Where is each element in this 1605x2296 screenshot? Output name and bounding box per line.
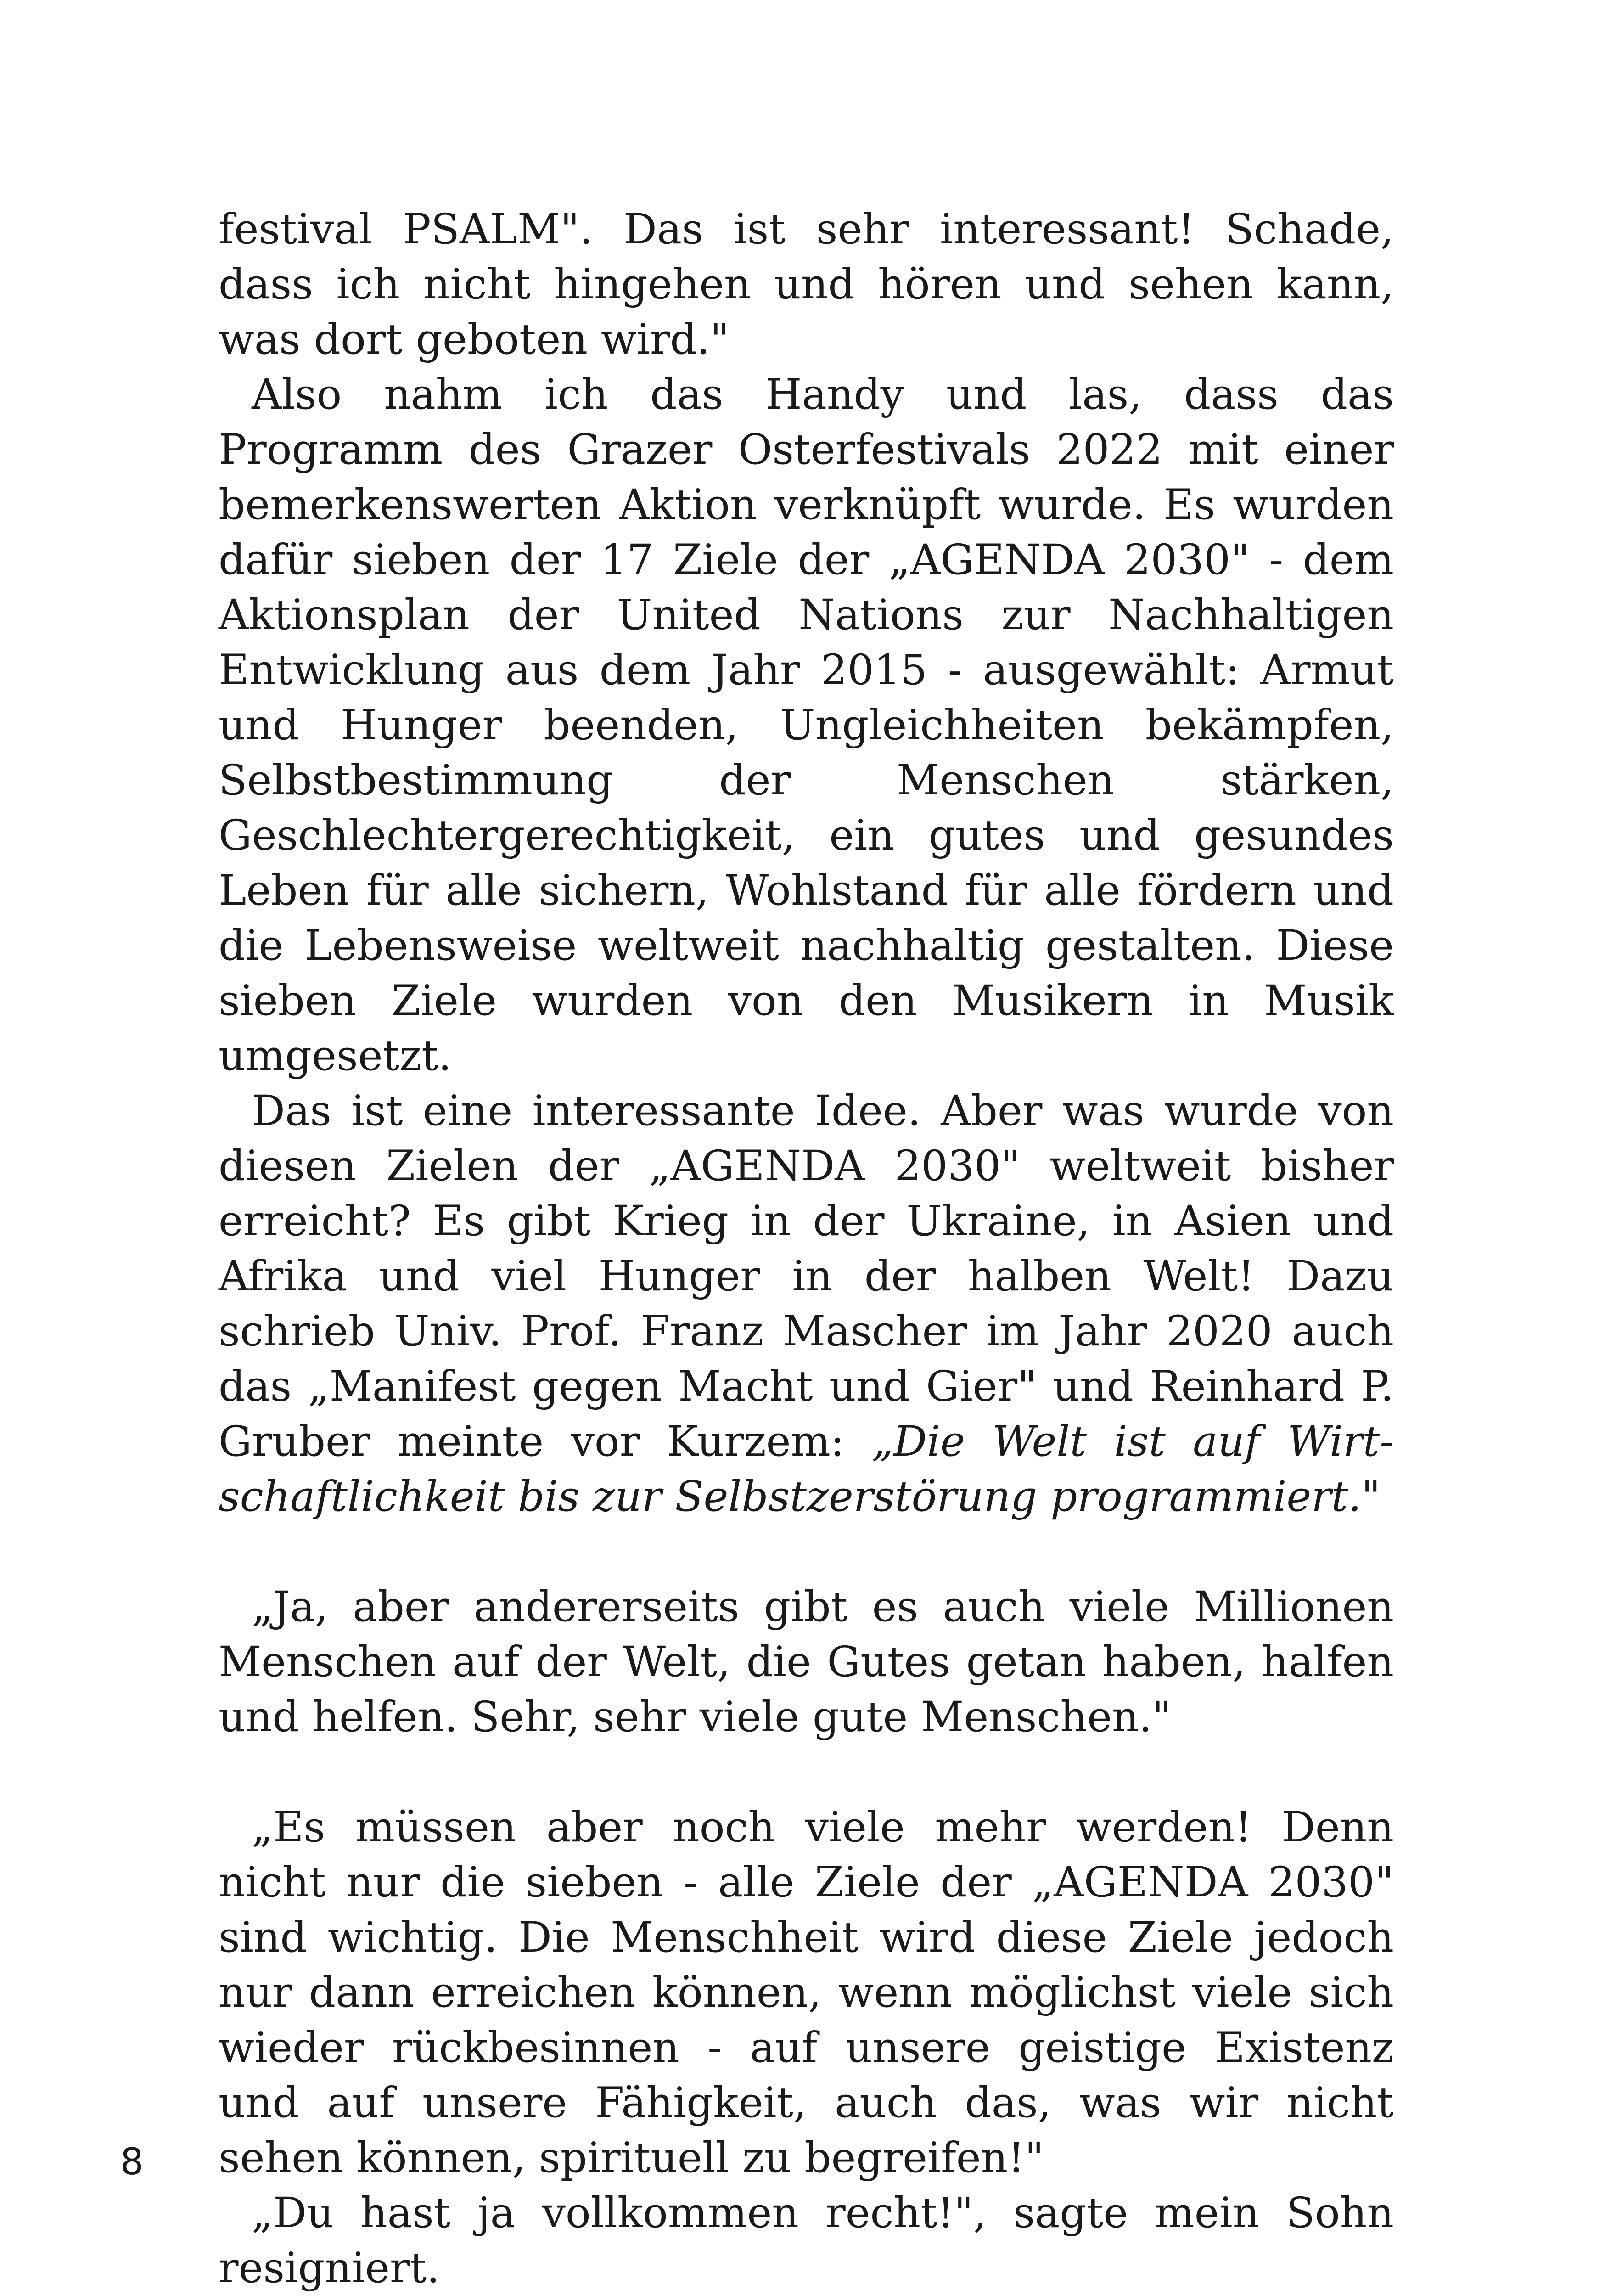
- paragraph-4: „Ja, aber andererseits gibt es auch viele Millionen Menschen auf der Welt, die Gutes getan haben, halfen und helfen. Sehr, sehr viele gute Menschen.": [219, 1583, 1394, 1741]
- quote-gruber: „Die Welt ist auf Wirtschaftlichkeit bis zur Selbstzerstörung programmiert.: [219, 1418, 1394, 1521]
- paragraph-5: „Es müssen aber noch viele mehr werden! Denn nicht nur die sieben - alle Ziele der „AGENDA 2030" sind wichtig. Die Menschheit wird diese Ziele jedoch nur dann erreichen können, wenn möglichst viele sich wieder rückbesinnen - auf unsere geistige Existenz und auf unsere Fähigkeit, auch das, was wir nicht sehen können, spirituell zu begreifen!": [219, 1803, 1394, 2182]
- paragraph-3-text: Das ist eine interessante Idee. Aber was wurde von diesen Zielen der „AGENDA 2030" weltweit bisher erreicht? Es gibt Krieg in der Ukraine, in Asien und Afrika und viel Hunger in der halben Welt! Dazu schrieb Univ. Prof. Franz Mascher im Jahr 2020 auch das „Manifest gegen Macht und Gier" und Reinhard P. Gruber meinte vor Kurzem:: [219, 1087, 1394, 1466]
- page-number: 8: [120, 2140, 144, 2183]
- paragraph-6: „Du hast ja vollkommen recht!", sagte mein Sohn resigniert.: [219, 2189, 1394, 2292]
- body-text: [219, 202, 1394, 2296]
- paragraph-3: [219, 1084, 1394, 1525]
- paragraph-3-closing-quote: ": [1361, 1473, 1381, 1521]
- paragraph-1: festival PSALM". Das ist sehr interessant! Schade, dass ich nicht hingehen und hören und sehen kann, was dort geboten wird.": [219, 205, 1394, 364]
- paragraph-2: Also nahm ich das Handy und las, dass das Programm des Grazer Osterfestivals 2022 mit einer bemerkenswerten Aktion verknüpft wurde. Es wurden dafür sieben der 17 Ziele der „AGENDA 2030" - dem Aktionsplan der United Nations zur Nachhaltigen Entwicklung aus dem Jahr 2015 - ausgewählt: Armut und Hunger beenden, Ungleichheiten bekämpfen, Selbstbestimmung der Menschen stärken, Geschlechtergerechtigkeit, ein gutes und gesundes Leben für alle sichern, Wohlstand für alle fördern und die Lebensweise weltweit nachhaltig gestalten. Diese sieben Ziele wurden von den Musikern in Musik umgesetzt.: [219, 371, 1394, 1080]
